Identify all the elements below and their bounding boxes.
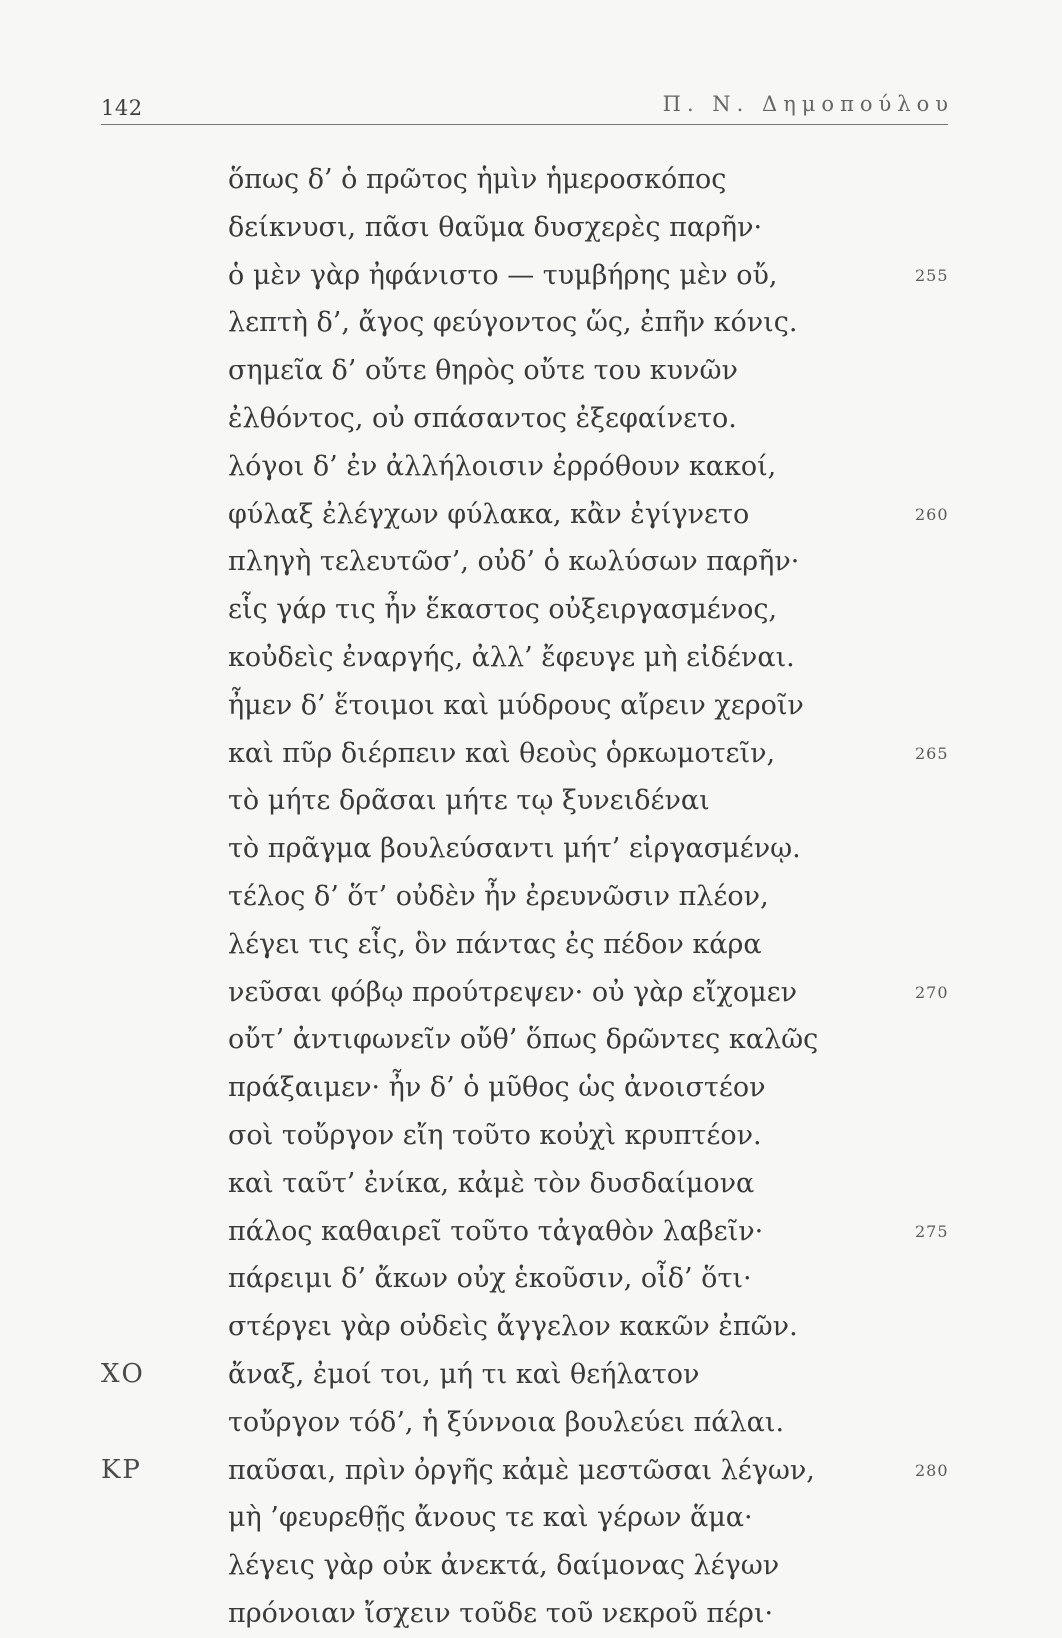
verse-line [228,969,949,1017]
verse-line [228,538,868,586]
verse-line [101,1351,868,1399]
verse-text: καὶ ταῦτ’ ἐνίκα, κἀμὲ τὸν δυσδαίμονα [228,1167,755,1199]
verse-line [228,299,868,347]
page-number: 142 [101,96,143,120]
speaker-label: ΧΟ [101,1358,145,1389]
verse-line [228,777,868,825]
verse-line [228,395,868,443]
verse-text: λόγοι δ’ ἐν ἀλλήλοισιν ἐρρόθουν κακοί, [228,450,777,482]
verse-text: ἄναξ, ἐμοί τοι, μή τι καὶ θεήλατον [228,1358,700,1390]
verse-text: τὸ πρᾶγμα βουλεύσαντι μήτ’ εἰργασμένῳ. [228,833,801,865]
verse-text: ὁ μὲν γὰρ ἠφάνιστο — τυμβήρης μὲν οὔ, [228,259,778,291]
speaker-label: ΚΡ [101,1454,142,1485]
verse-text: τὸ μήτε δρᾶσαι μήτε τῳ ξυνειδέναι [228,785,710,817]
verse-text: μὴ ’φευρεθῇς ἄνους τε καὶ γέρων ἅμα· [228,1502,753,1534]
line-number: 260 [915,504,949,524]
verse-text: νεῦσαι φόβῳ προύτρεψεν· οὐ γὰρ εἴχομεν [228,976,798,1008]
verse-text: σημεῖα δ’ οὔτε θηρὸς οὔτε του κυνῶν [228,355,738,387]
verse-line [228,1255,868,1303]
verse-line [228,682,868,730]
verse-text: πράξαιμεν· ἦν δ’ ὁ μῦθος ὡς ἀνοιστέον [228,1072,766,1104]
verse-text: πάρειμι δ’ ἄκων οὐχ ἑκοῦσιν, οἶδ’ ὅτι· [228,1263,752,1295]
verse-line [101,1447,949,1495]
verse-line [228,634,868,682]
verse-line [228,1399,868,1447]
verse-line [228,252,949,300]
verse-line [228,1016,868,1064]
verse-line [228,347,868,395]
verse-line [228,1494,868,1542]
line-number: 280 [915,1460,949,1480]
verse-text: καὶ πῦρ διέρπειν καὶ θεοὺς ὁρκωμοτεῖν, [228,737,776,769]
verse-text: λέγει τις εἷς, ὃν πάντας ἐς πέδον κάρα [228,928,762,960]
verse-text: οὔτ’ ἀντιφωνεῖν οὔθ’ ὅπως δρῶντες καλῶς [228,1024,819,1056]
verse-text: λεπτὴ δ’, ἄγος φεύγοντος ὥς, ἐπῆν κόνις. [228,307,798,339]
verse-block [101,156,949,1638]
verse-text: τέλος δ’ ὅτ’ οὐδὲν ἦν ἐρευνῶσιν πλέον, [228,880,769,912]
verse-line [228,204,868,252]
verse-line [228,491,949,539]
verse-line [228,1160,868,1208]
verse-line [228,1064,868,1112]
verse-line [228,1303,868,1351]
verse-text: πρόνοιαν ἴσχειν τοῦδε τοῦ νεκροῦ πέρι· [228,1597,774,1629]
verse-line [228,1112,868,1160]
verse-text: πληγὴ τελευτῶσ’, οὐδ’ ὁ κωλύσων παρῆν· [228,546,800,578]
verse-text: ἦμεν δ’ ἕτοιμοι καὶ μύδρους αἴρειν χεροῖν [228,689,804,721]
verse-text: σοὶ τοὔργον εἴη τοῦτο κοὐχὶ κρυπτέον. [228,1119,762,1151]
verse-text: ὅπως δ’ ὁ πρῶτος ἡμὶν ἡμεροσκόπος [228,164,727,195]
line-number: 255 [915,265,949,285]
verse-text: φύλαξ ἐλέγχων φύλακα, κἂν ἐγίγνετο [228,498,750,530]
line-number: 270 [915,982,949,1002]
line-number: 275 [915,1221,949,1241]
verse-line [228,730,949,778]
verse-text: εἷς γάρ τις ἦν ἕκαστος οὐξειργασμένος, [228,594,778,626]
verse-text: λέγεις γὰρ οὐκ ἀνεκτά, δαίμονας λέγων [228,1550,780,1582]
verse-text: δείκνυσι, πᾶσι θαῦμα δυσχερὲς παρῆν· [228,211,763,243]
verse-line [228,1590,868,1638]
verse-line [228,873,868,921]
verse-text: πάλος καθαιρεῖ τοῦτο τἀγαθὸν λαβεῖν· [228,1215,764,1247]
verse-line [228,443,868,491]
verse-line [228,1208,949,1256]
verse-line [228,1542,868,1590]
verse-line [228,921,868,969]
verse-line [228,825,868,873]
running-head: Π. Ν. Δημοπούλου [662,92,954,116]
header-rule [101,124,948,125]
verse-text: παῦσαι, πρὶν ὀργῆς κἀμὲ μεστῶσαι λέγων, [228,1454,815,1486]
verse-line [228,586,868,634]
verse-text: κοὐδεὶς ἐναργής, ἀλλ’ ἔφευγε μὴ εἰδέναι. [228,641,795,673]
verse-line [228,156,868,204]
verse-text: τοὔργον τόδ’, ἡ ξύννοια βουλεύει πάλαι. [228,1406,785,1438]
verse-text: στέργει γὰρ οὐδεὶς ἄγγελον κακῶν ἐπῶν. [228,1311,798,1343]
line-number: 265 [915,743,949,763]
verse-text: ἐλθόντος, οὐ σπάσαντος ἐξεφαίνετο. [228,402,737,434]
